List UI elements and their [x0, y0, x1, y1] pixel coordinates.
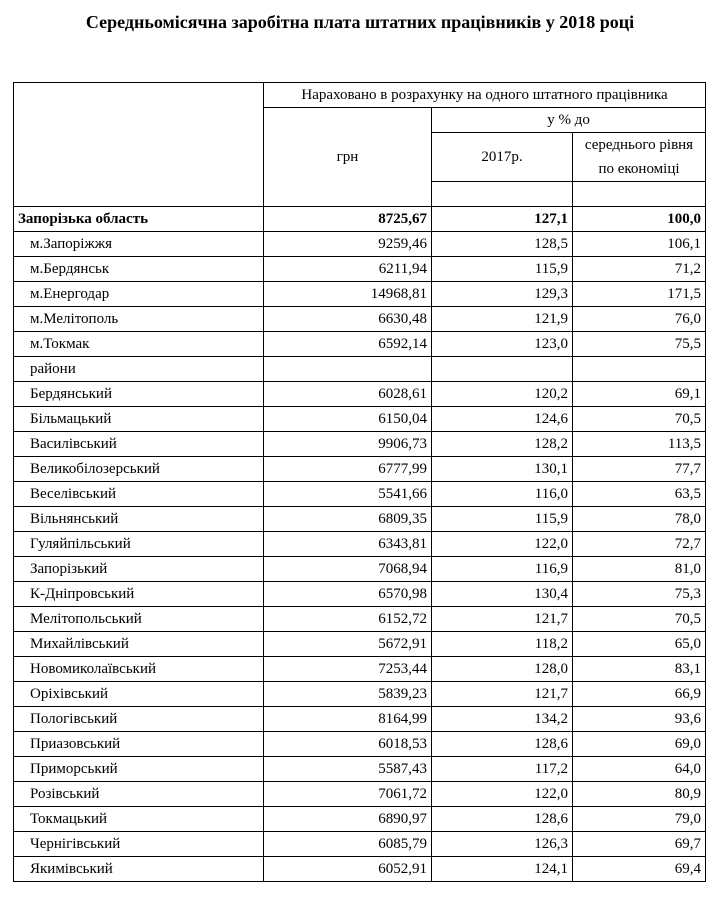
percent-2017: 128,2: [432, 432, 573, 457]
percent-2017: 121,7: [432, 607, 573, 632]
area-name: Чернігівський: [14, 832, 264, 857]
area-name: Якимівський: [14, 857, 264, 882]
table-row: [14, 307, 706, 332]
table-row: [14, 807, 706, 832]
percent-2017: 128,6: [432, 732, 573, 757]
page-title: Середньомісячна заробітна плата штатних працівників у 2018 році: [85, 12, 635, 32]
percent-avg: 171,5: [573, 282, 706, 307]
area-name: Михайлівський: [14, 632, 264, 657]
percent-2017: 117,2: [432, 757, 573, 782]
percent-2017: 124,6: [432, 407, 573, 432]
area-name: Великобілозерський: [14, 457, 264, 482]
percent-2017: 121,9: [432, 307, 573, 332]
empty-cell: [264, 357, 432, 382]
area-name: Вільнянський: [14, 507, 264, 532]
header-uah: грн: [264, 108, 432, 207]
table-row: [14, 432, 706, 457]
table-row: [14, 657, 706, 682]
region-name: Запорізька область: [14, 207, 264, 232]
table-row: [14, 732, 706, 757]
salary-uah: 14968,81: [264, 282, 432, 307]
table-row: [14, 507, 706, 532]
percent-avg: 106,1: [573, 232, 706, 257]
salary-uah: 6809,35: [264, 507, 432, 532]
table-row: [14, 757, 706, 782]
header-row-1: [14, 83, 706, 108]
table-row: [14, 832, 706, 857]
salary-uah: 9906,73: [264, 432, 432, 457]
percent-avg: 63,5: [573, 482, 706, 507]
area-name: Гуляйпільський: [14, 532, 264, 557]
percent-avg: 69,0: [573, 732, 706, 757]
header-prev-year: 2017р.: [432, 133, 573, 182]
area-name: Василівський: [14, 432, 264, 457]
table-row: [14, 232, 706, 257]
percent-avg: 78,0: [573, 507, 706, 532]
percent-2017: 134,2: [432, 707, 573, 732]
area-name: Пологівський: [14, 707, 264, 732]
salary-uah: 7068,94: [264, 557, 432, 582]
empty-cell: [573, 357, 706, 382]
area-name: Новомиколаївський: [14, 657, 264, 682]
area-name: Оріхівський: [14, 682, 264, 707]
percent-avg: 70,5: [573, 407, 706, 432]
table-row: [14, 532, 706, 557]
table-row: [14, 482, 706, 507]
salary-uah: 5839,23: [264, 682, 432, 707]
percent-avg: 76,0: [573, 307, 706, 332]
table-row: [14, 457, 706, 482]
area-name: Запорізький: [14, 557, 264, 582]
percent-2017: 121,7: [432, 682, 573, 707]
area-name: м.Мелітополь: [14, 307, 264, 332]
table-row: [14, 557, 706, 582]
table-row-districts-label: [14, 357, 706, 382]
area-name: м.Бердянськ: [14, 257, 264, 282]
percent-avg: 72,7: [573, 532, 706, 557]
salary-uah: 7061,72: [264, 782, 432, 807]
percent-2017: 126,3: [432, 832, 573, 857]
salary-uah: 6343,81: [264, 532, 432, 557]
salary-uah: 6152,72: [264, 607, 432, 632]
percent-avg: 69,4: [573, 857, 706, 882]
header-percent-to: у % до: [432, 108, 706, 133]
salary-uah: 6630,48: [264, 307, 432, 332]
salary-uah: 8164,99: [264, 707, 432, 732]
area-name: К-Дніпровський: [14, 582, 264, 607]
area-name: м.Енергодар: [14, 282, 264, 307]
table-row: [14, 382, 706, 407]
percent-avg: 113,5: [573, 432, 706, 457]
area-name: м.Запоріжжя: [14, 232, 264, 257]
percent-avg: 64,0: [573, 757, 706, 782]
salary-uah: 9259,46: [264, 232, 432, 257]
percent-2017: 127,1: [432, 207, 573, 232]
salary-uah: 5541,66: [264, 482, 432, 507]
percent-avg: 93,6: [573, 707, 706, 732]
salary-uah: 7253,44: [264, 657, 432, 682]
percent-2017: 124,1: [432, 857, 573, 882]
table-row: [14, 857, 706, 882]
percent-2017: 120,2: [432, 382, 573, 407]
percent-avg: 69,1: [573, 382, 706, 407]
percent-2017: 130,4: [432, 582, 573, 607]
salary-uah: 6018,53: [264, 732, 432, 757]
salary-uah: 5672,91: [264, 632, 432, 657]
area-name: Бердянський: [14, 382, 264, 407]
percent-avg: 77,7: [573, 457, 706, 482]
area-name: Мелітопольський: [14, 607, 264, 632]
percent-avg: 71,2: [573, 257, 706, 282]
percent-avg: 83,1: [573, 657, 706, 682]
percent-2017: 129,3: [432, 282, 573, 307]
percent-2017: 123,0: [432, 332, 573, 357]
table-row: [14, 257, 706, 282]
header-corner-cell: [14, 83, 264, 207]
salary-uah: 6570,98: [264, 582, 432, 607]
area-name: Розівський: [14, 782, 264, 807]
salary-uah: 6150,04: [264, 407, 432, 432]
area-name: Токмацький: [14, 807, 264, 832]
salary-uah: 6592,14: [264, 332, 432, 357]
table-row: [14, 782, 706, 807]
table-row: [14, 332, 706, 357]
salary-uah: 8725,67: [264, 207, 432, 232]
salary-uah: 6777,99: [264, 457, 432, 482]
percent-avg: 80,9: [573, 782, 706, 807]
table-row: [14, 607, 706, 632]
percent-2017: 130,1: [432, 457, 573, 482]
percent-avg: 81,0: [573, 557, 706, 582]
area-name: Приазовський: [14, 732, 264, 757]
salary-uah: 6211,94: [264, 257, 432, 282]
percent-avg: 69,7: [573, 832, 706, 857]
header-accrued: Нараховано в розрахунку на одного штатного працівника: [264, 83, 706, 108]
percent-2017: 122,0: [432, 532, 573, 557]
table-row: [14, 707, 706, 732]
salary-uah: 5587,43: [264, 757, 432, 782]
salary-uah: 6028,61: [264, 382, 432, 407]
percent-avg: 75,5: [573, 332, 706, 357]
percent-2017: 116,0: [432, 482, 573, 507]
percent-2017: 118,2: [432, 632, 573, 657]
percent-2017: 116,9: [432, 557, 573, 582]
percent-avg: 75,3: [573, 582, 706, 607]
percent-avg: 70,5: [573, 607, 706, 632]
empty-cell: [432, 357, 573, 382]
table-row: [14, 682, 706, 707]
percent-avg: 65,0: [573, 632, 706, 657]
header-spacer: [432, 182, 573, 207]
table-row-total: [14, 207, 706, 232]
header-avg-level: середнього рівня по економіці: [573, 133, 706, 182]
area-name: Більмацький: [14, 407, 264, 432]
percent-2017: 122,0: [432, 782, 573, 807]
percent-2017: 115,9: [432, 507, 573, 532]
percent-avg: 66,9: [573, 682, 706, 707]
salary-uah: 6890,97: [264, 807, 432, 832]
percent-avg: 100,0: [573, 207, 706, 232]
table-row: [14, 632, 706, 657]
area-name: м.Токмак: [14, 332, 264, 357]
area-name: Приморський: [14, 757, 264, 782]
percent-2017: 128,0: [432, 657, 573, 682]
percent-2017: 128,6: [432, 807, 573, 832]
percent-avg: 79,0: [573, 807, 706, 832]
salary-uah: 6085,79: [264, 832, 432, 857]
salary-uah: 6052,91: [264, 857, 432, 882]
table-row: [14, 582, 706, 607]
header-spacer: [573, 182, 706, 207]
salary-table: [13, 82, 706, 882]
percent-2017: 115,9: [432, 257, 573, 282]
area-name: Веселівський: [14, 482, 264, 507]
table-row: [14, 282, 706, 307]
percent-2017: 128,5: [432, 232, 573, 257]
table-row: [14, 407, 706, 432]
districts-label: райони: [14, 357, 264, 382]
